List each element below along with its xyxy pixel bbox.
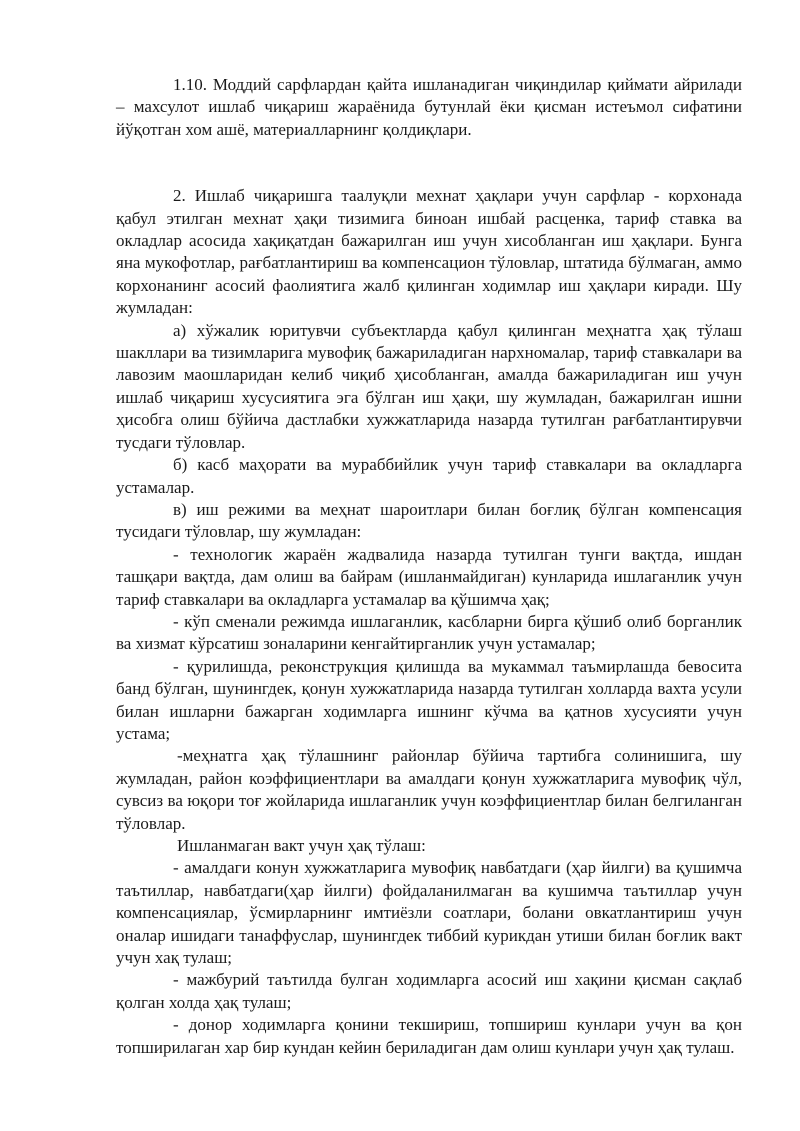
paragraph-a: а) хўжалик юритувчи субъектларда қабул қилинган меҳнатга ҳақ тўлаш шакллари ва тизимларига мувофиқ бажариладиган нархномалар, тариф ставкалари ва лавозим маошларидан келиб чиқиб ҳисобланган, амалда бажариладиган иш учун ишлаб чиқариш хусусиятига эга бўлган иш ҳақи, шу жумладан, бажарилган ишни ҳисобга олиш бўйича дастлабки хужжатларида назарда тутилган рағбатлантирувчи тусдаги тўловлар.	[116, 320, 742, 452]
paragraph-v: в) иш режими ва меҳнат шароитлари билан боғлиқ бўлган компенсация тусидаги тўловлар, шу жумладан:	[116, 499, 742, 542]
paragraph-1-10: 1.10. Моддий сарфлардан қайта ишланадиган чиқиндилар қиймати айрилади – махсулот ишлаб чиқариш жараёнида бутунлай ёки қисман истеъмол сифатини йўқотган хом ашё, материалларнинг қолдиқлари.	[116, 75, 742, 139]
bullet-multi-shift: - кўп сменали режимда ишлаганлик, касбларни бирга қўшиб олиб борганлик ва хизмат кўрсатиш зоналарини кенгайтирганлик учун устамалар;	[116, 611, 742, 654]
paragraph-2-intro: 2. Ишлаб чиқаришга таалуқли мехнат ҳақлари учун сарфлар - корхонада қабул этилган мехнат ҳақи тизимига биноан ишбай расценка, тариф ставка ва окладлар асосида хақиқатдан бажарилган иш учун хисобланган иш ҳақлари. Бунга яна мукофотлар, рағбатлантириш ва компенсацион тўловлар, штатида бўлмаган, аммо корхонанинг асосий фаолиятига жалб қилинган ходимлар иш ҳақлари киради. Шу жумладан:	[116, 186, 742, 318]
bullet-forced-leave: - мажбурий таътилда булган ходимларга асосий иш хақини қисман сақлаб қолган холда ҳақ тулаш;	[116, 970, 742, 1012]
heading-unworked-time: Ишланмаган вакт учун ҳақ тўлаш:	[177, 836, 426, 855]
bullet-donor: - донор ходимларга қонини текшириш, топшириш кунлари учун ва қон топширилаган хар бир кундан кейин бериладиган дам олиш кунлари учун ҳақ тулаш.	[116, 1015, 742, 1057]
document-page	[116, 74, 742, 1059]
paragraph-b: б) касб маҳорати ва мураббийлик учун тариф ставкалари ва окладларга устамалар.	[116, 455, 742, 497]
bullet-construction: - қурилишда, реконструкция қилишда ва мукаммал таъмирлашда бевосита банд бўлган, шунингдек, қонун хужжатларида назарда тутилган холларда вахта усули билан ишларни бажарган ходимларга ишнинг кўчма ва қатнов хусусияти учун устама;	[116, 656, 742, 743]
bullet-regional: -меҳнатга ҳақ тўлашнинг районлар бўйича тартибга солинишига, шу жумладан, район коэффициентлари ва амалдаги қонун хужжатларига мувофиқ чўл, сувсиз ва юқори тоғ жойларида ишлаганлик учун коэффициентлар билан белгиланган тўловлар.	[116, 746, 742, 833]
bullet-vacations: - амалдаги конун хужжатларига мувофиқ навбатдаги (ҳар йилги) ва қушимча таътиллар, навбатдаги(ҳар йилги) фойдаланилмаган ва кушимча таътиллар учун компенсациялар, ўсмирларнинг имтиёзли соатлари, болани овкатлантириш учун оналар ишидаги танаффуслар, шунингдек тиббий курикдан утиши билан боғлик вакт учун хақ тулаш;	[116, 858, 742, 968]
bullet-night-overtime: - технологик жараён жадвалида назарда тутилган тунги вақтда, ишдан ташқари вақтда, дам олиш ва байрам (ишланмайдиган) кунларида ишлаганлик учун тариф ставкалари ва окладларга устамалар ва қўшимча ҳақ;	[116, 544, 742, 609]
